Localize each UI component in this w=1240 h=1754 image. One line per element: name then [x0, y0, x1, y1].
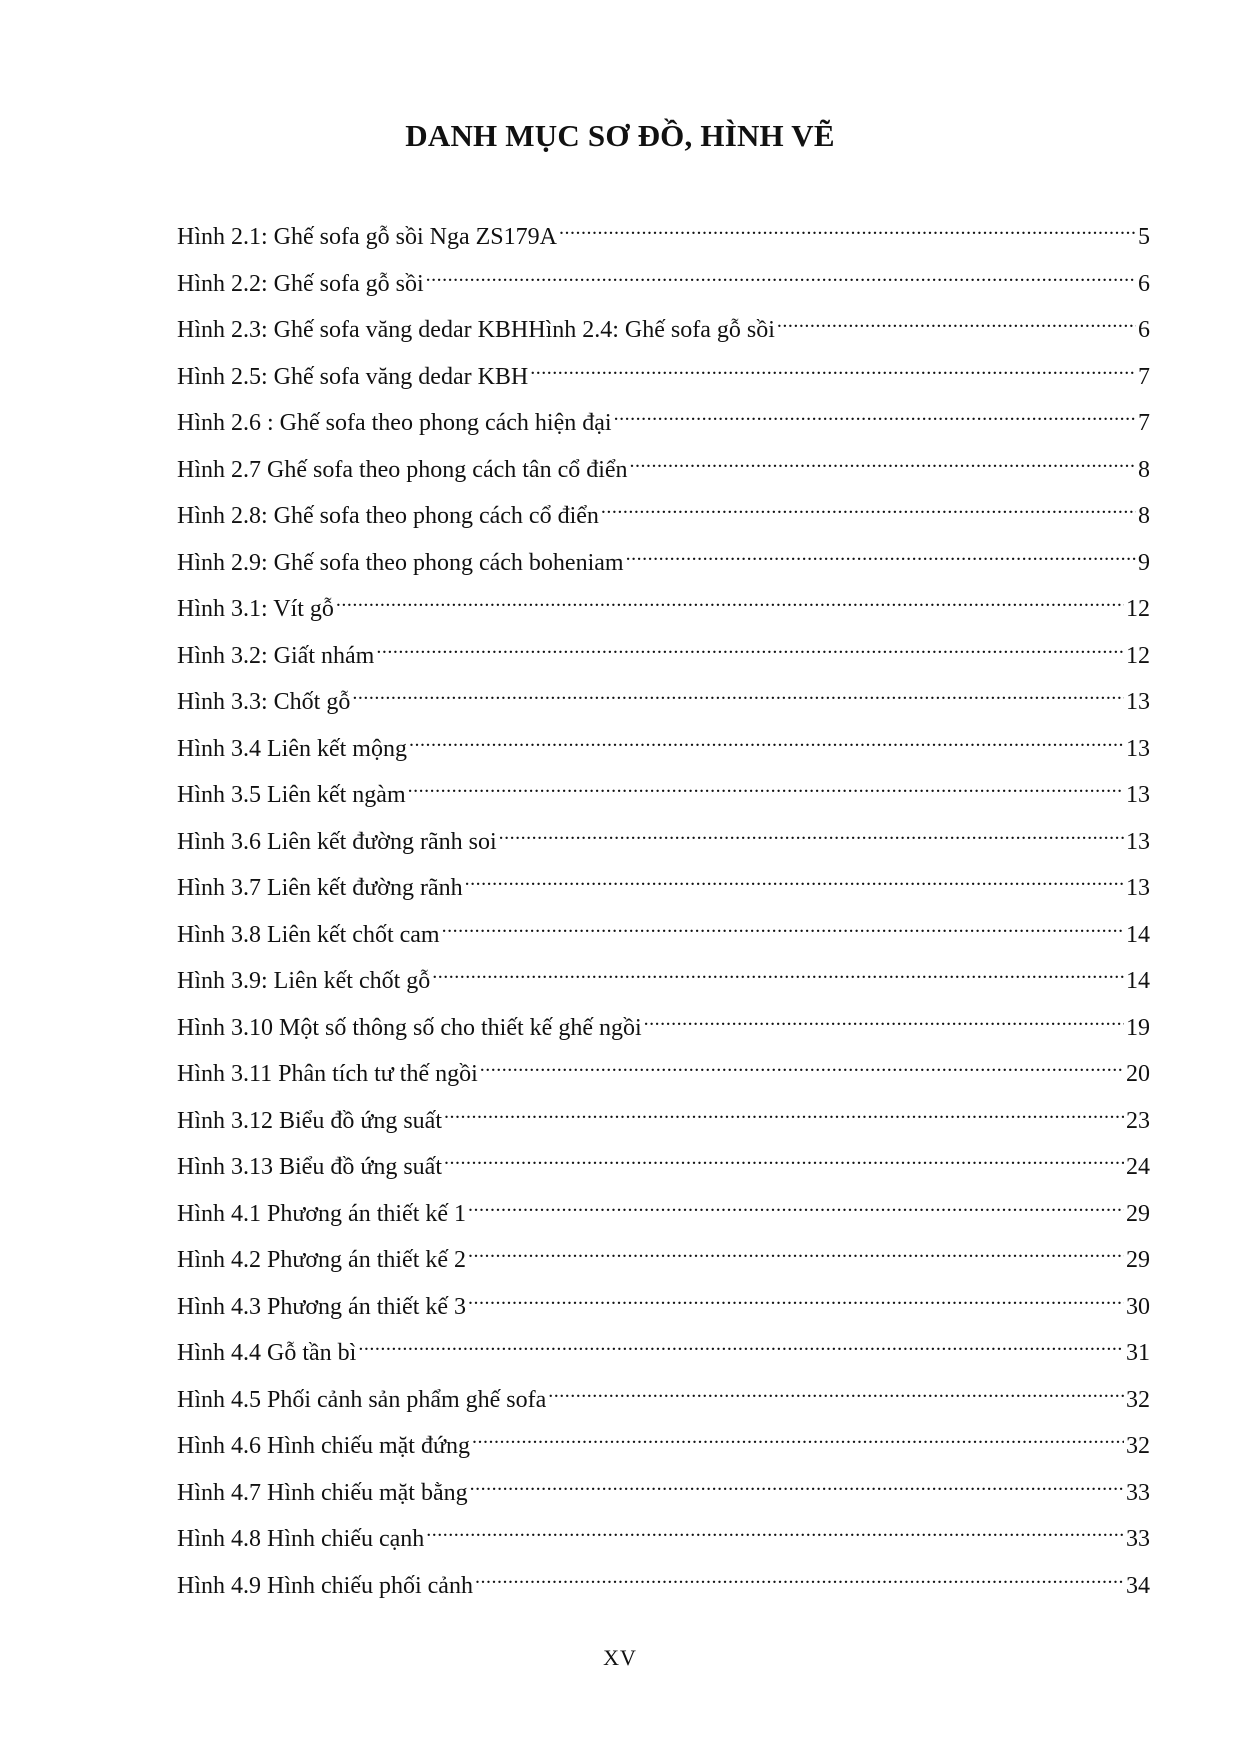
toc-entry-page-number: 23 [1126, 1107, 1150, 1134]
toc-entry-page-number: 33 [1126, 1526, 1150, 1552]
toc-entry-label: Hình 4.8 Hình chiếu cạnh [177, 1526, 425, 1552]
dot-leader [352, 679, 1124, 709]
toc-entry[interactable] [177, 912, 1150, 959]
dot-leader [376, 633, 1124, 663]
toc-entry-label: Hình 3.4 Liên kết mộng [177, 735, 407, 762]
toc-entry-page-number: 14 [1126, 921, 1150, 948]
toc-entry-label: Hình 3.11 Phân tích tư thế ngồi [177, 1061, 478, 1087]
toc-entry-page-number: 33 [1126, 1479, 1150, 1506]
toc-entry[interactable] [177, 261, 1150, 308]
toc-entry[interactable] [177, 1563, 1150, 1610]
toc-entry-label: Hình 4.5 Phối cảnh sản phẩm ghế sofa [177, 1386, 547, 1413]
dot-leader [426, 1516, 1124, 1546]
dot-leader [626, 540, 1136, 570]
toc-entry-page-number: 12 [1126, 596, 1150, 622]
toc-entry-page-number: 5 [1138, 224, 1150, 250]
toc-entry[interactable] [177, 633, 1150, 680]
toc-entry[interactable] [177, 1098, 1150, 1145]
toc-entry[interactable] [177, 493, 1150, 540]
dot-leader [614, 400, 1136, 430]
toc-entry-page-number: 24 [1126, 1154, 1150, 1180]
dot-leader [601, 493, 1136, 523]
toc-entry-label: Hình 3.7 Liên kết đường rãnh [177, 875, 463, 901]
toc-entry[interactable] [177, 1470, 1150, 1517]
toc-entry-label: Hình 4.7 Hình chiếu mặt bằng [177, 1479, 468, 1506]
toc-entry[interactable] [177, 1377, 1150, 1424]
toc-entry[interactable] [177, 586, 1150, 633]
dot-leader [409, 726, 1124, 756]
toc-entry[interactable] [177, 726, 1150, 773]
toc-entry-page-number: 19 [1126, 1014, 1150, 1041]
dot-leader [630, 447, 1136, 477]
dot-leader [444, 1144, 1124, 1174]
page-number: XV [603, 1645, 637, 1670]
toc-entry[interactable] [177, 540, 1150, 587]
dot-leader [559, 214, 1136, 244]
toc-entry-label: Hình 3.3: Chốt gỗ [177, 689, 351, 715]
dot-leader [336, 586, 1124, 616]
dot-leader [468, 1237, 1124, 1267]
toc-entry-page-number: 29 [1126, 1247, 1150, 1273]
dot-leader [480, 1051, 1124, 1081]
toc-entry-label: Hình 3.13 Biểu đồ ứng suất [177, 1154, 442, 1180]
dot-leader [468, 1191, 1124, 1221]
dot-leader [530, 354, 1136, 384]
toc-entry-label: Hình 2.6 : Ghế sofa theo phong cách hiện đại [177, 410, 612, 436]
toc-entry[interactable] [177, 400, 1150, 447]
dot-leader [426, 261, 1136, 291]
toc-entry[interactable] [177, 1144, 1150, 1191]
toc-entry[interactable] [177, 1284, 1150, 1331]
toc-entry-page-number: 31 [1126, 1340, 1150, 1366]
toc-entry[interactable] [177, 1051, 1150, 1098]
toc-entry[interactable] [177, 1423, 1150, 1470]
dot-leader [777, 307, 1136, 337]
toc-entry-page-number: 14 [1126, 968, 1150, 994]
toc-entry[interactable] [177, 958, 1150, 1005]
toc-entry-page-number: 30 [1126, 1293, 1150, 1320]
toc-entry-label: Hình 4.4 Gỗ tần bì [177, 1340, 357, 1366]
toc-entry[interactable] [177, 447, 1150, 494]
toc-entry-label: Hình 2.9: Ghế sofa theo phong cách boheniam [177, 549, 624, 576]
dot-leader [470, 1470, 1124, 1500]
page-title: DANH MỤC SƠ ĐỒ, HÌNH VẼ [405, 118, 835, 153]
toc-entry-page-number: 13 [1126, 782, 1150, 808]
toc-entry-label: Hình 4.9 Hình chiếu phối cảnh [177, 1572, 473, 1599]
dot-leader [444, 1098, 1124, 1128]
toc-entry-label: Hình 2.5: Ghế sofa văng dedar KBH [177, 363, 529, 390]
dot-leader [465, 865, 1124, 895]
toc-entry-page-number: 29 [1126, 1200, 1150, 1227]
dot-leader [408, 772, 1124, 802]
toc-entry-label: Hình 4.3 Phương án thiết kế 3 [177, 1293, 467, 1320]
toc-entry[interactable] [177, 1330, 1150, 1377]
toc-entry-page-number: 13 [1126, 828, 1150, 855]
toc-entry-page-number: 34 [1126, 1572, 1150, 1599]
dot-leader [475, 1563, 1124, 1593]
toc-entry-page-number: 32 [1126, 1386, 1150, 1413]
toc-entry[interactable] [177, 214, 1150, 261]
toc-entry-page-number: 8 [1138, 456, 1150, 483]
toc-entry-page-number: 13 [1126, 689, 1150, 715]
dot-leader [472, 1423, 1124, 1453]
toc-entry[interactable] [177, 1191, 1150, 1238]
toc-entry[interactable] [177, 307, 1150, 354]
toc-entry-label: Hình 3.1: Vít gỗ [177, 596, 334, 622]
toc-entry-label: Hình 2.7 Ghế sofa theo phong cách tân cổ điển [177, 456, 628, 483]
toc-entry-label: Hình 2.1: Ghế sofa gỗ sồi Nga ZS179A [177, 224, 557, 250]
toc-entry-label: Hình 4.1 Phương án thiết kế 1 [177, 1200, 467, 1227]
toc-entry-page-number: 7 [1138, 410, 1150, 436]
dot-leader [644, 1005, 1124, 1035]
dot-leader [548, 1377, 1124, 1407]
toc-entry-page-number: 20 [1126, 1061, 1150, 1087]
toc-entry-label: Hình 2.8: Ghế sofa theo phong cách cổ điển [177, 503, 599, 529]
toc-entry[interactable] [177, 772, 1150, 819]
toc-entry-label: Hình 3.10 Một số thông số cho thiết kế ghế ngồi [177, 1014, 642, 1041]
toc-entry-page-number: 32 [1126, 1433, 1150, 1459]
toc-entry[interactable] [177, 679, 1150, 726]
toc-entry-page-number: 6 [1138, 270, 1150, 297]
toc-entry-page-number: 12 [1126, 642, 1150, 669]
toc-entry-label: Hình 4.2 Phương án thiết kế 2 [177, 1247, 467, 1273]
toc-entry[interactable] [177, 865, 1150, 912]
toc-entry[interactable] [177, 1005, 1150, 1052]
dot-leader [499, 819, 1124, 849]
toc-entry[interactable] [177, 819, 1150, 866]
toc-entry-label: Hình 4.6 Hình chiếu mặt đứng [177, 1433, 470, 1459]
dot-leader [442, 912, 1124, 942]
toc-entry-page-number: 6 [1138, 317, 1150, 343]
dot-leader [432, 958, 1124, 988]
toc-entry-label: Hình 3.5 Liên kết ngàm [177, 782, 406, 808]
toc-entry[interactable] [177, 1237, 1150, 1284]
toc-entry[interactable] [177, 1516, 1150, 1563]
dot-leader [468, 1284, 1124, 1314]
toc-entry-label: Hình 2.3: Ghế sofa văng dedar KBHHình 2.4: Ghế sofa gỗ sồi [177, 317, 775, 343]
figure-list [177, 214, 1150, 1609]
toc-entry-label: Hình 3.9: Liên kết chốt gỗ [177, 968, 431, 994]
toc-entry-page-number: 13 [1126, 875, 1150, 901]
toc-entry-label: Hình 3.6 Liên kết đường rãnh soi [177, 828, 497, 855]
toc-entry-label: Hình 3.12 Biểu đồ ứng suất [177, 1107, 442, 1134]
toc-entry-label: Hình 3.2: Giất nhám [177, 642, 375, 669]
toc-entry-page-number: 8 [1138, 503, 1150, 529]
dot-leader [358, 1330, 1124, 1360]
toc-entry-label: Hình 3.8 Liên kết chốt cam [177, 921, 440, 948]
toc-entry-page-number: 13 [1126, 735, 1150, 762]
toc-entry-label: Hình 2.2: Ghế sofa gỗ sồi [177, 270, 424, 297]
toc-entry-page-number: 9 [1138, 549, 1150, 576]
toc-entry-page-number: 7 [1138, 363, 1150, 390]
toc-entry[interactable] [177, 354, 1150, 401]
